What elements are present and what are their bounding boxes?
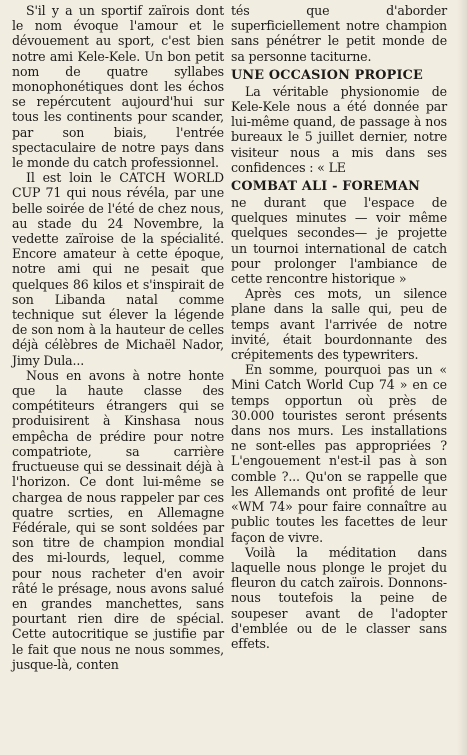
paragraph-intro: S'il y a un sportif zaïrois dont le nom évoque l'amour et le dévouement au sport, c'est bien notre ami Kele-Kele. Un bon petit nom de quatre syllabes monophonétiques dont les échos se repércutent aujourd'hui sur tous les continents pour scander, par son biais, l'entrée spectaculaire de notre pays dans le monde du catch professionnel.	[12, 3, 224, 171]
article-column-left	[12, 3, 224, 672]
section-heading: UNE OCCASION PROPICE	[231, 67, 423, 83]
paragraph-physionomie-text: La véritable physionomie de Kele-Kele nous a été donnée par lui-même quand, de passage à nos bureaux le 5 juillet dernier, notre visiteur nous a mis dans ses confidences : « LE	[231, 83, 447, 175]
paragraph-physionomie	[231, 84, 447, 175]
page-edge-shadow	[457, 0, 467, 755]
paragraph-silence: Après ces mots, un silence plane dans la salle qui, peu de temps avant l'arrivée de notre invité, était bourdonnante des crépitements des typewriters.	[231, 286, 447, 363]
paragraph-meditation: Voilà la méditation dans laquelle nous plonge le projet du fleuron du catch zaïrois. Donnons-nous toutefois la peine de soupeser avant de l'adopter d'emblée ou de le classer sans effets.	[231, 544, 447, 651]
paragraph-catch-world-cup: Il est loin le CATCH WORLD CUP 71 qui nous révéla, par une belle soirée de l'été de chez nous, au stade du 24 Novembre, la vedette zaïroise de la spécialité. Encore amateur à cette époque, notre ami qui ne pesait que quelques 86 kilos et s'inspirait de son Libanda natal comme technique sut élever la légende de son nom à la hauteur de celles déjà célèbres de Michaël Nador, Jimy Dula...	[12, 170, 224, 368]
paragraph-tournoi: ne durant que l'espace de quelques minutes — voir même quelques secondes— je projette un tournoi international de catch pour prolonger l'ambiance de cette rencontre historique »	[231, 195, 447, 287]
paragraph-mini-catch: En somme, pourquoi pas un « Mini Catch World Cup 74 » en ce temps opportun où près de 30.000 touristes seront présents dans nos murs. Les installations ne sont-elles pas appropriées ? L'engouement n'est-il pas à son comble ?... Qu'on se rappelle que les Allemands ont profité de leur «WM 74» pour faire connaître au public toutes les facettes de leur façon de vivre.	[231, 362, 447, 545]
article-column-right	[231, 3, 447, 651]
combat-ali-foreman-line: COMBAT ALI - FOREMAN	[231, 179, 421, 195]
paragraph-autocritique: Nous en avons à notre honte que la haute classe des compétiteurs étrangers qui se produisirent à Kinshasa nous empêcha de prédire pour notre compatriote, sa carrière fructueuse qui se dessinait déjà à l'horizon. Ce dont lui-même se chargea de nous rappeler par ces quatre scrties, en Allemagne Fédérale, qui se sont soldées par son titre de champion mondial des mi-lourds, lequel, comme pour nous racheter d'en avoir râté le présage, nous avons salué en grandes manchettes, sans pourtant rien dire de spécial. Cette autocritique se justifie par le fait que nous ne nous sommes, jusque-là, conten	[12, 367, 224, 672]
paragraph-continuation: tés que d'aborder superficiellement notre champion sans pénétrer le petit monde de sa personne taciturne.	[231, 3, 447, 64]
